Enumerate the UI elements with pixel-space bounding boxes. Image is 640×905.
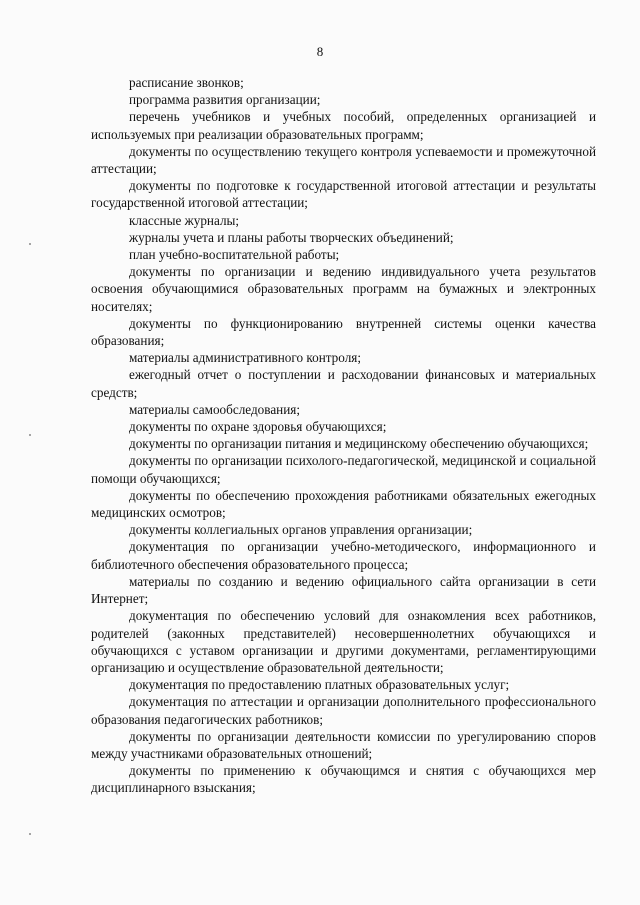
document-content [91, 74, 596, 797]
document-paragraph: документы по осуществлению текущего контроля успеваемости и промежуточной аттестации; [91, 143, 596, 177]
document-paragraph: материалы самообследования; [129, 401, 301, 417]
document-paragraph: документация по организации учебно-методического, информационного и библиотечного обеспечения образовательного процесса; [91, 539, 596, 572]
scan-mark [29, 243, 31, 245]
document-paragraph: документы по функционированию внутренней системы оценки качества образования; [91, 315, 596, 349]
scan-mark [29, 833, 31, 835]
document-paragraph: документы коллегиальных органов управления организации; [129, 522, 473, 538]
document-paragraph: расписание звонков; [129, 75, 244, 90]
document-paragraph: документы по организации питания и медицинскому обеспечению обучающихся; [129, 436, 589, 452]
document-paragraph: документы по обеспечению прохождения работниками обязательных ежегодных медицинских осмотров; [91, 487, 596, 521]
document-paragraph: документы по организации психолого-педагогической, медицинской и социальной помощи обучающихся; [91, 453, 596, 486]
document-paragraph: документы по подготовке к государственной итоговой аттестации и результаты государственной итоговой аттестации; [91, 178, 596, 211]
document-paragraph: ежегодный отчет о поступлении и расходовании финансовых и материальных средств; [91, 367, 596, 400]
document-paragraph: документация по аттестации и организации дополнительного профессионального образования педагогических работников; [91, 694, 596, 727]
scan-mark [29, 434, 31, 436]
document-paragraph: документация по обеспечению условий для ознакомления всех работников, родителей (законных представителей) несовершеннолетних обучающихся и обучающихся с уставом организации и другими документами, регламентирующими организацию и осуществление образовательной деятельности; [91, 608, 596, 675]
document-paragraph: план учебно-воспитательной работы; [129, 247, 340, 263]
document-paragraph: материалы административного контроля; [129, 350, 362, 366]
document-paragraph: материалы по созданию и ведению официального сайта организации в сети Интернет; [91, 573, 596, 607]
document-paragraph: документы по организации деятельности комиссии по урегулированию споров между участниками образовательных отношений; [91, 728, 596, 761]
document-paragraph: документы по организации и ведению индивидуального учета результатов освоения обучающимися образовательных программ на бумажных и электронных носителях; [91, 264, 596, 314]
document-paragraph: программа развития организации; [129, 92, 321, 108]
document-paragraph: документация по предоставлению платных образовательных услуг; [129, 677, 510, 693]
document-paragraph: журналы учета и планы работы творческих объединений; [129, 229, 454, 245]
page-number: 8 [316, 44, 324, 59]
document-paragraph: перечень учебников и учебных пособий, определенных организацией и используемых при реализации образовательных программ; [91, 109, 596, 142]
document-paragraph: документы по охране здоровья обучающихся; [129, 419, 387, 435]
document-paragraph: классные журналы; [129, 212, 240, 228]
document-paragraph: документы по применению к обучающимся и снятия с обучающихся мер дисциплинарного взыскания; [91, 763, 596, 796]
